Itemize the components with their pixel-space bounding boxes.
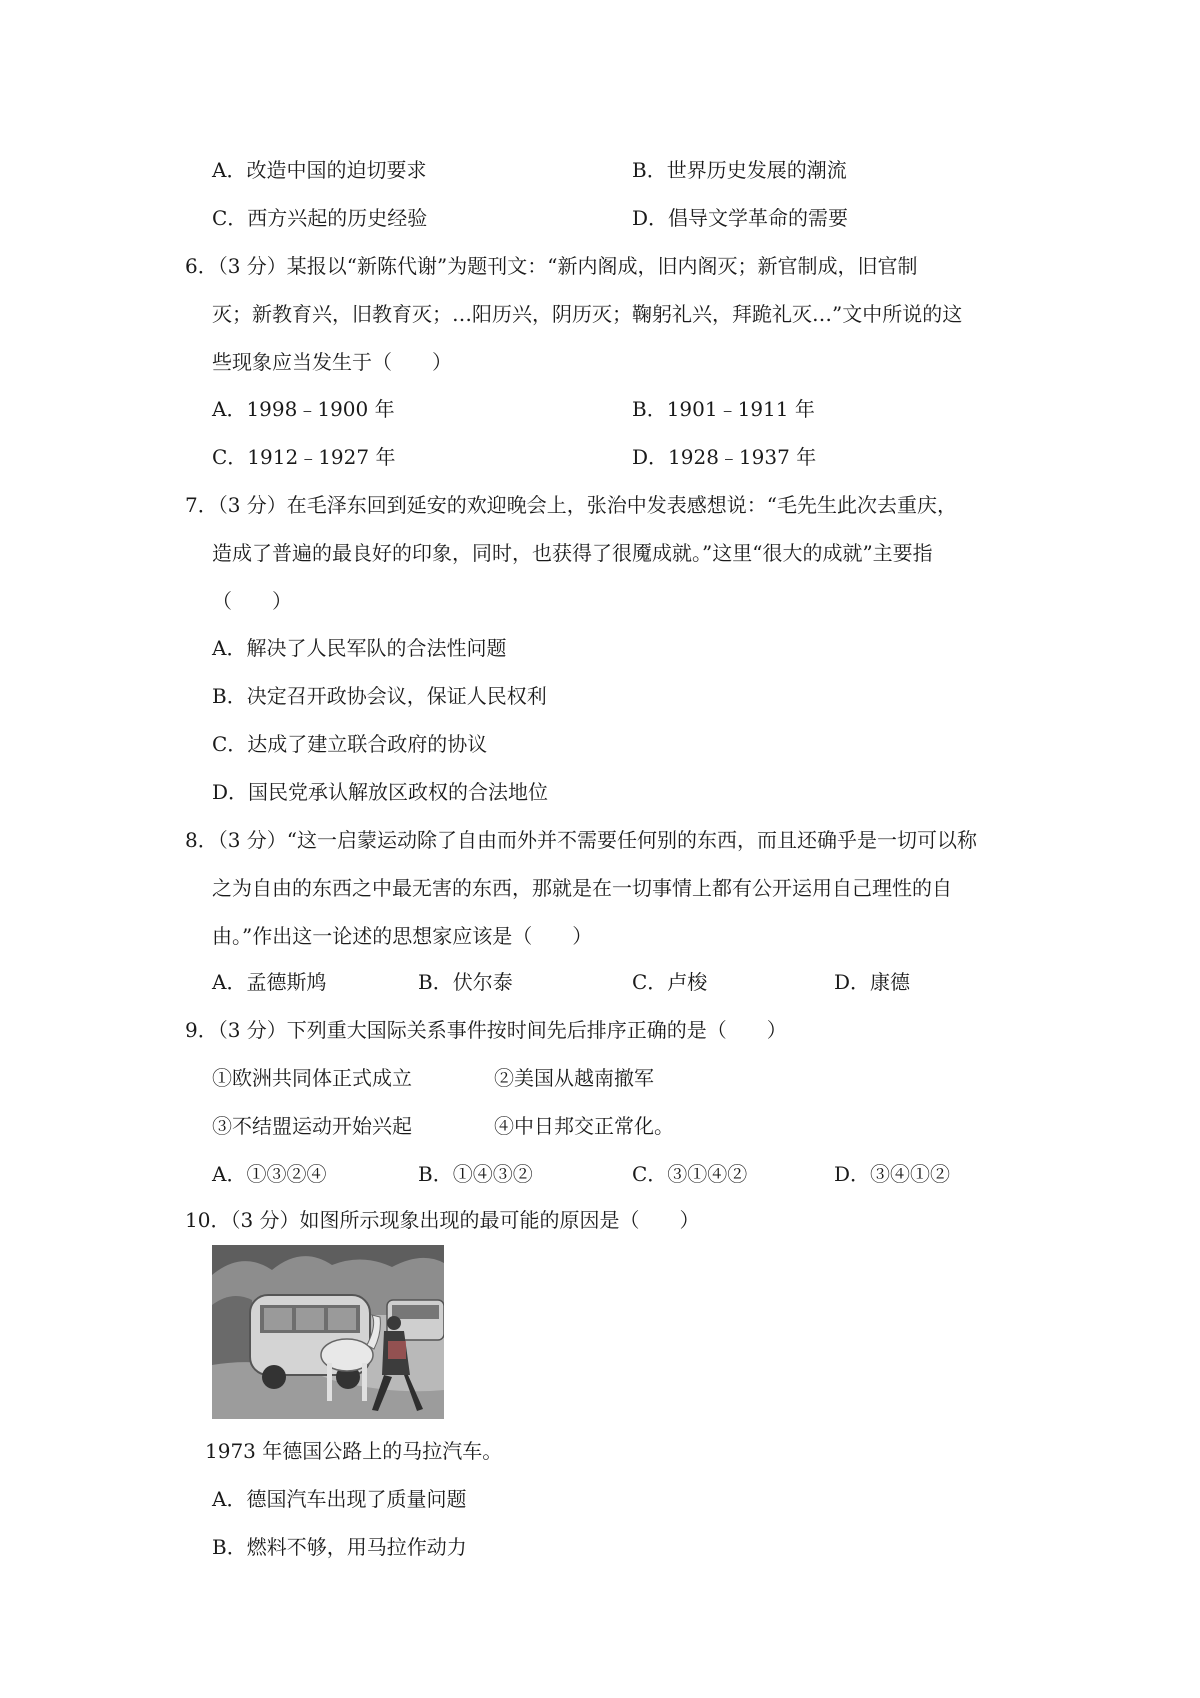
q7-option-b: B．决定召开政协会议，保证人民权利: [212, 684, 547, 708]
q6-stem-line1: 6．（3 分）某报以“新陈代谢”为题刊文：“新内阁成，旧内阁灭；新官制成，旧官制: [185, 254, 918, 278]
q7-stem-line2: 造成了普遍的最良好的印象，同时，也获得了很魇成就。”这里“很大的成就”主要指: [212, 541, 933, 565]
q9-stem-line1: 9．（3 分）下列重大国际关系事件按时间先后排序正确的是（ ）: [185, 1018, 787, 1042]
q9-option-d: D．③④①②: [834, 1162, 951, 1186]
q9-event-2: ②美国从越南撤军: [494, 1066, 654, 1090]
q8-stem-line2: 之为自由的东西之中最无害的东西，那就是在一切事情上都有公开运用自己理性的自: [212, 876, 952, 900]
q6-stem-line3: 些现象应当发生于（ ）: [212, 350, 452, 374]
q8-option-c: C．卢梭: [632, 970, 708, 994]
q8-option-a: A．孟德斯鸠: [212, 970, 327, 994]
q8-option-b: B．伏尔泰: [418, 970, 513, 994]
q7-option-d: D．国民党承认解放区政权的合法地位: [212, 780, 549, 804]
q6-option-c: C．1912﹣1927 年: [212, 445, 396, 469]
q10-stem-line1: 10．（3 分）如图所示现象出现的最可能的原因是（ ）: [185, 1208, 700, 1232]
q6-option-b: B．1901﹣1911 年: [632, 397, 815, 421]
q10-option-a: A．德国汽车出现了质量问题: [212, 1487, 467, 1511]
q5-option-c: C．西方兴起的历史经验: [212, 206, 428, 230]
q6-stem-line2: 灭；新教育兴，旧教育灭；…阳历兴，阴历灭；鞠躬礼兴，拜跪礼灭…”文中所说的这: [212, 302, 963, 326]
q9-event-4: ④中日邦交正常化。: [494, 1114, 674, 1138]
horse-drawn-car-photo: [212, 1245, 444, 1419]
q5-option-d: D．倡导文学革命的需要: [632, 206, 849, 230]
q8-option-d: D．康德: [834, 970, 911, 994]
q7-option-c: C．达成了建立联合政府的协议: [212, 732, 488, 756]
q6-option-a: A．1998﹣1900 年: [212, 397, 395, 421]
q8-stem-line3: 由。”作出这一论述的思想家应该是（ ）: [212, 924, 593, 948]
q7-stem-line1: 7．（3 分）在毛泽东回到延安的欢迎晚会上，张治中发表感想说：“毛先生此次去重庆，: [185, 493, 958, 517]
q9-option-b: B．①④③②: [418, 1162, 533, 1186]
q6-option-d: D．1928﹣1937 年: [632, 445, 817, 469]
q10-option-b: B．燃料不够，用马拉作动力: [212, 1535, 467, 1559]
q7-option-a: A．解决了人民军队的合法性问题: [212, 636, 507, 660]
q5-option-b: B．世界历史发展的潮流: [632, 158, 847, 182]
q7-stem-line3: （ ）: [212, 589, 292, 613]
q8-stem-line1: 8．（3 分）“这一启蒙运动除了自由而外并不需要任何别的东西，而且还确乎是一切可以称: [185, 828, 978, 852]
photo-caption: 1973 年德国公路上的马拉汽车。: [205, 1439, 503, 1463]
q9-event-1: ①欧洲共同体正式成立: [212, 1066, 412, 1090]
q9-event-3: ③不结盟运动开始兴起: [212, 1114, 412, 1138]
q9-option-c: C．③①④②: [632, 1162, 748, 1186]
q9-option-a: A．①③②④: [212, 1162, 327, 1186]
q5-option-a: A．改造中国的迫切要求: [212, 158, 427, 182]
